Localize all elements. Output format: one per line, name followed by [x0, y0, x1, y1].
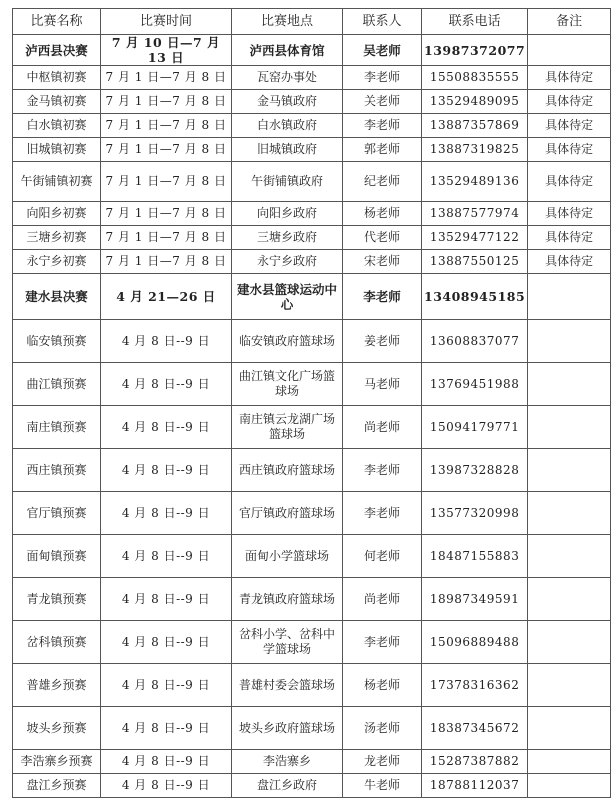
- table-row: [13, 250, 611, 274]
- cell-place: 金马镇政府: [232, 90, 343, 114]
- cell-time: 7 月 1 日—7 月 8 日: [101, 250, 232, 274]
- cell-name: 南庄镇预赛: [13, 406, 101, 449]
- cell-name: 旧城镇初赛: [13, 138, 101, 162]
- cell-place: 岔科小学、岔科中学篮球场: [232, 621, 343, 664]
- cell-phone: 13887319825: [422, 138, 528, 162]
- cell-time: 4 月 8 日--9 日: [101, 621, 232, 664]
- cell-contact: 杨老师: [343, 202, 422, 226]
- cell-contact: 马老师: [343, 363, 422, 406]
- header-contact: 联系人: [343, 9, 422, 35]
- cell-name: 临安镇预赛: [13, 320, 101, 363]
- cell-contact: 尚老师: [343, 578, 422, 621]
- header-phone: 联系电话: [422, 9, 528, 35]
- cell-time: 4 月 8 日--9 日: [101, 320, 232, 363]
- cell-contact: 郭老师: [343, 138, 422, 162]
- cell-name: 三塘乡初赛: [13, 226, 101, 250]
- cell-phone: 13987372077: [422, 35, 528, 66]
- table-row: [13, 535, 611, 578]
- table-row: [13, 578, 611, 621]
- cell-name: 白水镇初赛: [13, 114, 101, 138]
- table-row: [13, 774, 611, 798]
- cell-note: [528, 449, 611, 492]
- header-name: 比赛名称: [13, 9, 101, 35]
- cell-place: 永宁乡政府: [232, 250, 343, 274]
- cell-contact: 尚老师: [343, 406, 422, 449]
- cell-name: 建水县决赛: [13, 274, 101, 320]
- cell-place: 普雄村委会篮球场: [232, 664, 343, 707]
- cell-phone: 18387345672: [422, 707, 528, 750]
- cell-place: 建水县篮球运动中心: [232, 274, 343, 320]
- cell-phone: 18487155883: [422, 535, 528, 578]
- cell-contact: 杨老师: [343, 664, 422, 707]
- cell-note: [528, 578, 611, 621]
- cell-time: 7 月 1 日—7 月 8 日: [101, 162, 232, 202]
- cell-phone: 18987349591: [422, 578, 528, 621]
- cell-place: 官厅镇政府篮球场: [232, 492, 343, 535]
- cell-phone: 15096889488: [422, 621, 528, 664]
- cell-time: 4 月 8 日--9 日: [101, 707, 232, 750]
- cell-contact: 李老师: [343, 449, 422, 492]
- cell-phone: 13769451988: [422, 363, 528, 406]
- cell-phone: 13529489095: [422, 90, 528, 114]
- table-row: [13, 202, 611, 226]
- cell-contact: 姜老师: [343, 320, 422, 363]
- cell-time: 7 月 1 日—7 月 8 日: [101, 66, 232, 90]
- cell-note: 具体待定: [528, 226, 611, 250]
- cell-contact: 李老师: [343, 274, 422, 320]
- cell-name: 面甸镇预赛: [13, 535, 101, 578]
- cell-phone: 17378316362: [422, 664, 528, 707]
- cell-note: 具体待定: [528, 162, 611, 202]
- cell-note: [528, 535, 611, 578]
- cell-phone: 13987328828: [422, 449, 528, 492]
- cell-contact: 汤老师: [343, 707, 422, 750]
- cell-note: [528, 320, 611, 363]
- cell-phone: 13529489136: [422, 162, 528, 202]
- cell-note: 具体待定: [528, 90, 611, 114]
- table-row: [13, 274, 611, 320]
- cell-time: 4 月 8 日--9 日: [101, 535, 232, 578]
- cell-time: 4 月 8 日--9 日: [101, 578, 232, 621]
- table-body: [13, 35, 611, 798]
- cell-name: 李浩寨乡预赛: [13, 750, 101, 774]
- cell-note: 具体待定: [528, 66, 611, 90]
- cell-name: 西庄镇预赛: [13, 449, 101, 492]
- cell-note: [528, 492, 611, 535]
- cell-name: 盘江乡预赛: [13, 774, 101, 798]
- cell-place: 白水镇政府: [232, 114, 343, 138]
- table-row: [13, 707, 611, 750]
- cell-time: 4 月 8 日--9 日: [101, 363, 232, 406]
- table-row: [13, 750, 611, 774]
- cell-time: 4 月 8 日--9 日: [101, 750, 232, 774]
- cell-name: 普雄乡预赛: [13, 664, 101, 707]
- header-time: 比赛时间: [101, 9, 232, 35]
- cell-phone: 13608837077: [422, 320, 528, 363]
- cell-place: 午街铺镇政府: [232, 162, 343, 202]
- cell-phone: 13887357869: [422, 114, 528, 138]
- cell-place: 三塘乡政府: [232, 226, 343, 250]
- cell-contact: 牛老师: [343, 774, 422, 798]
- cell-contact: 龙老师: [343, 750, 422, 774]
- table-row: [13, 664, 611, 707]
- cell-time: 4 月 8 日--9 日: [101, 664, 232, 707]
- cell-contact: 李老师: [343, 66, 422, 90]
- cell-note: [528, 274, 611, 320]
- cell-place: 向阳乡政府: [232, 202, 343, 226]
- cell-note: [528, 707, 611, 750]
- table-row: [13, 138, 611, 162]
- table-row: [13, 90, 611, 114]
- cell-time: 4 月 8 日--9 日: [101, 406, 232, 449]
- cell-name: 岔科镇预赛: [13, 621, 101, 664]
- cell-time: 4 月 8 日--9 日: [101, 449, 232, 492]
- cell-phone: 13887577974: [422, 202, 528, 226]
- table-row: [13, 406, 611, 449]
- cell-phone: 13408945185: [422, 274, 528, 320]
- table-row: [13, 35, 611, 66]
- cell-note: [528, 750, 611, 774]
- cell-time: 4 月 8 日--9 日: [101, 492, 232, 535]
- cell-name: 金马镇初赛: [13, 90, 101, 114]
- cell-note: [528, 363, 611, 406]
- table-row: [13, 320, 611, 363]
- cell-name: 官厅镇预赛: [13, 492, 101, 535]
- cell-name: 坡头乡预赛: [13, 707, 101, 750]
- cell-time: 7 月 10 日—7 月 13 日: [101, 35, 232, 66]
- table-row: [13, 66, 611, 90]
- cell-note: [528, 774, 611, 798]
- competition-schedule-table: [12, 8, 611, 798]
- cell-place: 瓦窑办事处: [232, 66, 343, 90]
- cell-contact: 吴老师: [343, 35, 422, 66]
- cell-note: 具体待定: [528, 114, 611, 138]
- cell-contact: 关老师: [343, 90, 422, 114]
- cell-place: 李浩寨乡: [232, 750, 343, 774]
- cell-phone: 13529477122: [422, 226, 528, 250]
- table-row: [13, 492, 611, 535]
- cell-phone: 15287387882: [422, 750, 528, 774]
- cell-note: 具体待定: [528, 202, 611, 226]
- cell-place: 青龙镇政府篮球场: [232, 578, 343, 621]
- header-note: 备注: [528, 9, 611, 35]
- cell-name: 泸西县决赛: [13, 35, 101, 66]
- cell-time: 4 月 8 日--9 日: [101, 774, 232, 798]
- cell-time: 7 月 1 日—7 月 8 日: [101, 202, 232, 226]
- table-row: [13, 226, 611, 250]
- cell-name: 午街铺镇初赛: [13, 162, 101, 202]
- cell-place: 旧城镇政府: [232, 138, 343, 162]
- cell-time: 7 月 1 日—7 月 8 日: [101, 226, 232, 250]
- cell-note: 具体待定: [528, 250, 611, 274]
- table-row: [13, 363, 611, 406]
- cell-phone: 13577320998: [422, 492, 528, 535]
- cell-phone: 13887550125: [422, 250, 528, 274]
- cell-note: 具体待定: [528, 138, 611, 162]
- header-row: [13, 9, 611, 35]
- cell-name: 中枢镇初赛: [13, 66, 101, 90]
- cell-place: 坡头乡政府篮球场: [232, 707, 343, 750]
- cell-note: [528, 621, 611, 664]
- cell-name: 曲江镇预赛: [13, 363, 101, 406]
- cell-place: 西庄镇政府篮球场: [232, 449, 343, 492]
- cell-time: 7 月 1 日—7 月 8 日: [101, 114, 232, 138]
- cell-name: 青龙镇预赛: [13, 578, 101, 621]
- cell-time: 7 月 1 日—7 月 8 日: [101, 138, 232, 162]
- cell-name: 向阳乡初赛: [13, 202, 101, 226]
- cell-contact: 代老师: [343, 226, 422, 250]
- cell-place: 盘江乡政府: [232, 774, 343, 798]
- cell-place: 临安镇政府篮球场: [232, 320, 343, 363]
- table-row: [13, 162, 611, 202]
- cell-contact: 李老师: [343, 114, 422, 138]
- cell-name: 永宁乡初赛: [13, 250, 101, 274]
- table-row: [13, 621, 611, 664]
- cell-contact: 纪老师: [343, 162, 422, 202]
- cell-phone: 18788112037: [422, 774, 528, 798]
- cell-time: 7 月 1 日—7 月 8 日: [101, 90, 232, 114]
- cell-contact: 宋老师: [343, 250, 422, 274]
- table-row: [13, 449, 611, 492]
- cell-place: 泸西县体育馆: [232, 35, 343, 66]
- cell-contact: 李老师: [343, 492, 422, 535]
- cell-place: 南庄镇云龙湖广场篮球场: [232, 406, 343, 449]
- cell-place: 面甸小学篮球场: [232, 535, 343, 578]
- cell-note: [528, 664, 611, 707]
- cell-note: [528, 35, 611, 66]
- cell-contact: 何老师: [343, 535, 422, 578]
- cell-contact: 李老师: [343, 621, 422, 664]
- cell-phone: 15094179771: [422, 406, 528, 449]
- cell-time: 4 月 21—26 日: [101, 274, 232, 320]
- cell-note: [528, 406, 611, 449]
- header-place: 比赛地点: [232, 9, 343, 35]
- cell-place: 曲江镇文化广场篮球场: [232, 363, 343, 406]
- table-row: [13, 114, 611, 138]
- cell-phone: 15508835555: [422, 66, 528, 90]
